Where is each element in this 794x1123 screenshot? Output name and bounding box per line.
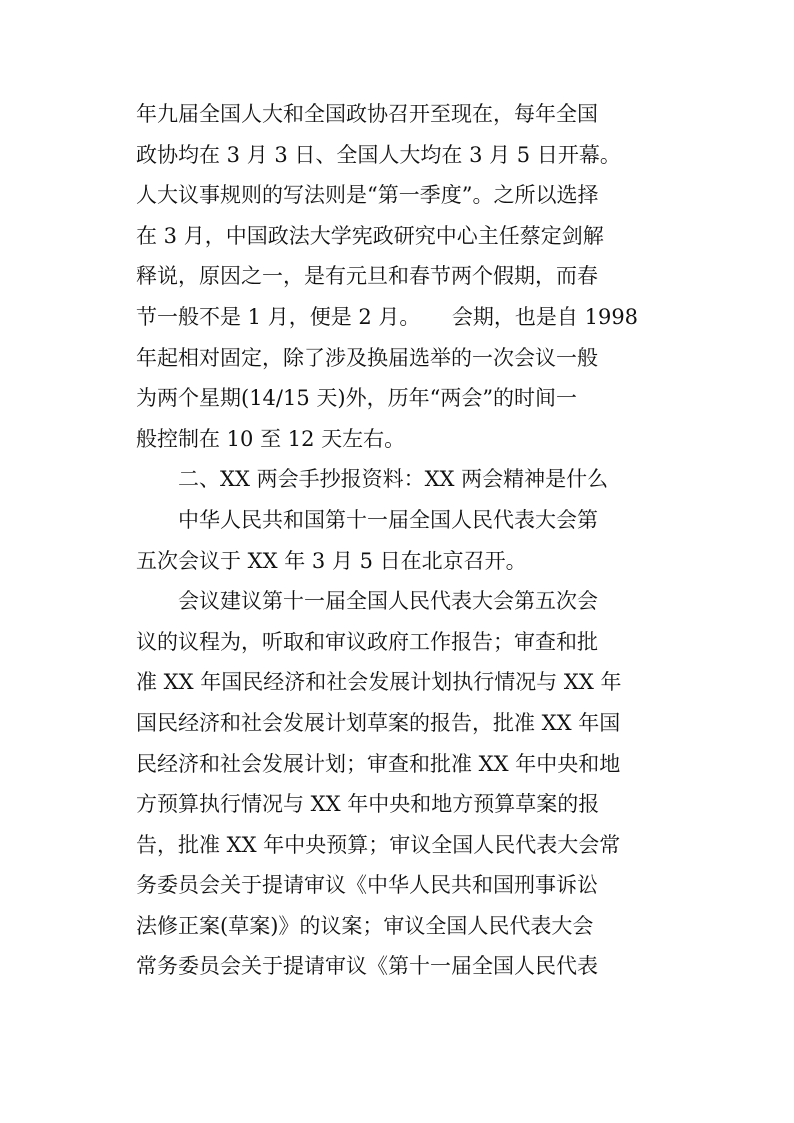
text-line: 政协均在 3 月 3 日、全国人大均在 3 月 5 日开幕。 xyxy=(136,142,621,167)
text-line: 在 3 月，中国政法大学宪政研究中心主任蔡定剑解 xyxy=(136,223,604,248)
text-line: 国民经济和社会发展计划草案的报告，批准 XX 年国 xyxy=(136,710,621,735)
body-text xyxy=(136,94,666,987)
text-line: 会议建议第十一届全国人民代表大会第五次会 xyxy=(136,589,598,614)
text-line: 年起相对固定，除了涉及换届选举的一次会议一般 xyxy=(136,345,598,370)
text-line: 民经济和社会发展计划；审查和批准 XX 年中央和地 xyxy=(136,751,621,776)
text-line: 释说，原因之一，是有元旦和春节两个假期，而春 xyxy=(136,264,598,289)
text-line: 人大议事规则的写法则是“第一季度”。之所以选择 xyxy=(136,183,599,208)
text-line: 为两个星期(14/15 天)外，历年“两会”的时间一 xyxy=(136,386,578,411)
text-line: 方预算执行情况与 XX 年中央和地方预算草案的报 xyxy=(136,792,600,817)
text-line: 节一般不是 1 月，便是 2 月。 会期，也是自 1998 xyxy=(136,304,639,329)
text-line: 法修正案(草案)》的议案；审议全国人民代表大会 xyxy=(136,913,594,938)
section-heading: 二、XX 两会手抄报资料：XX 两会精神是什么 xyxy=(136,467,609,492)
text-line: 中华人民共和国第十一届全国人民代表大会第 xyxy=(136,507,598,532)
text-line: 常务委员会关于提请审议《第十一届全国人民代表 xyxy=(136,954,598,979)
text-line: 议的议程为，听取和审议政府工作报告；审查和批 xyxy=(136,629,598,654)
text-line: 告，批准 XX 年中央预算；审议全国人民代表大会常 xyxy=(136,832,621,857)
text-line: 务委员会关于提请审议《中华人民共和国刑事诉讼 xyxy=(136,873,598,898)
text-line: 年九届全国人大和全国政协召开至现在，每年全国 xyxy=(136,102,598,126)
text-line: 般控制在 10 至 12 天左右。 xyxy=(136,426,406,451)
text-line: 五次会议于 XX 年 3 月 5 日在北京召开。 xyxy=(136,548,527,573)
text-line: 准 XX 年国民经济和社会发展计划执行情况与 XX 年 xyxy=(136,670,622,695)
